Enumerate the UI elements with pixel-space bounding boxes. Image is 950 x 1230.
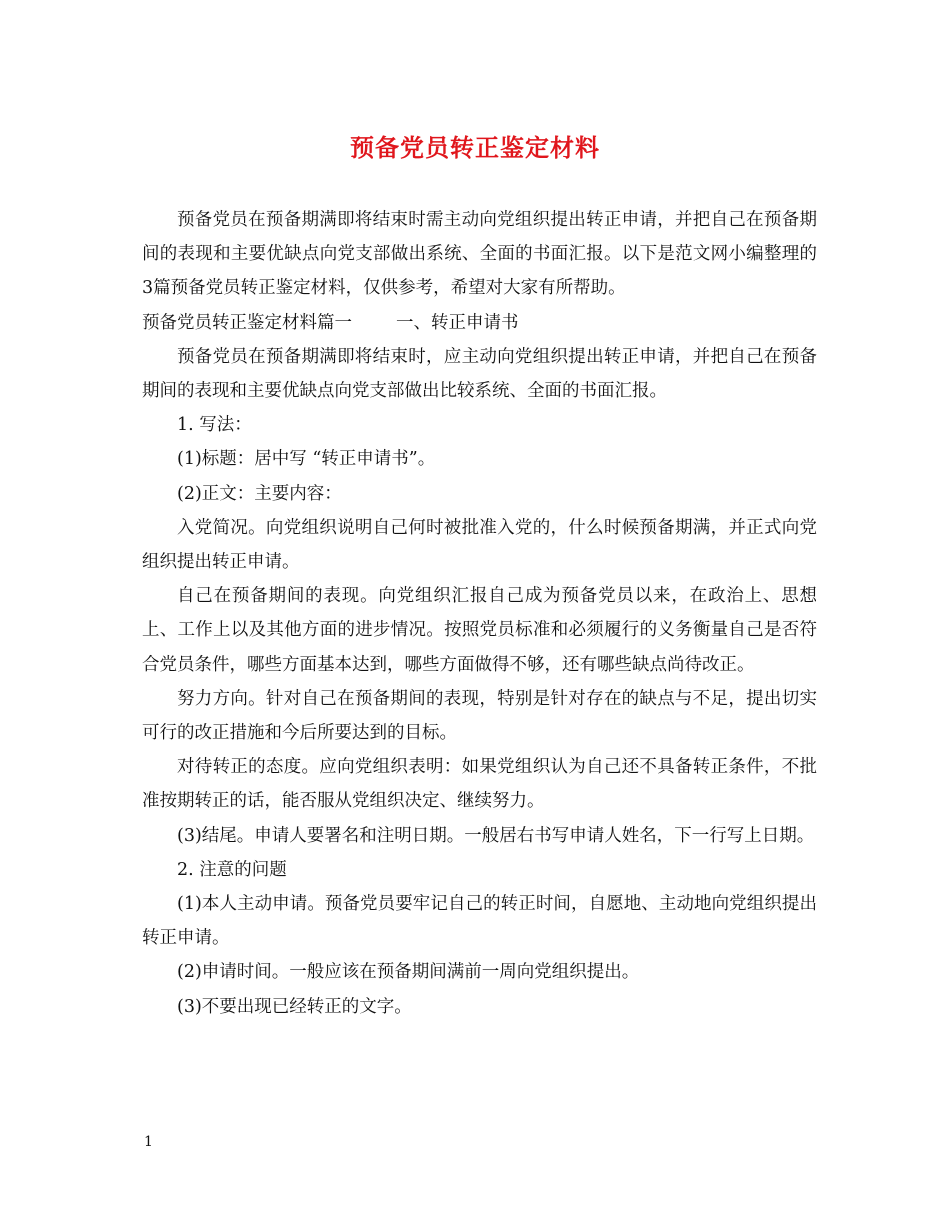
document-body xyxy=(142,203,817,1024)
paragraph: (2)申请时间。一般应该在预备期间满前一周向党组织提出。 xyxy=(177,962,640,983)
intro-paragraph: 预备党员在预备期满即将结束时需主动向党组织提出转正申请，并把自己在预备期间的表现和主要优缺点向党支部做出系统、全面的书面汇报。以下是范文网小编整理的3篇预备党员转正鉴定材料，仅供参考，希望对大家有所帮助。 xyxy=(142,210,817,299)
paragraph: (3)不要出现已经转正的文字。 xyxy=(177,996,412,1017)
section-heading-left: 预备党员转正鉴定材料篇一 xyxy=(142,312,352,333)
paragraph: 努力方向。针对自己在预备期间的表现，特别是针对存在的缺点与不足，提出切实可行的改正措施和今后所要达到的目标。 xyxy=(142,688,817,744)
paragraph: 自己在预备期间的表现。向党组织汇报自己成为预备党员以来，在政治上、思想上、工作上以及其他方面的进步情况。按照党员标准和必须履行的义务衡量自己是否符合党员条件，哪些方面基本达到，哪些方面做得不够，还有哪些缺点尚待改正。 xyxy=(142,586,817,675)
paragraph: (2)正文：主要内容： xyxy=(177,483,342,504)
page-number: 1 xyxy=(144,1134,153,1150)
paragraph: 1. 写法： xyxy=(177,415,252,436)
paragraph: 入党简况。向党组织说明自己何时被批准入党的，什么时候预备期满，并正式向党组织提出转正申请。 xyxy=(142,517,817,573)
paragraph: (1)本人主动申请。预备党员要牢记自己的转正时间，自愿地、主动地向党组织提出转正申请。 xyxy=(142,894,817,949)
paragraph: (1)标题：居中写 “转正申请书”。 xyxy=(177,449,436,470)
section-heading-right: 一、转正申请书 xyxy=(396,312,519,333)
paragraph: (3)结尾。申请人要署名和注明日期。一般居右书写申请人姓名，下一行写上日期。 xyxy=(177,825,815,846)
document-title: 预备党员转正鉴定材料 xyxy=(350,133,600,162)
paragraph: 预备党员在预备期满即将结束时，应主动向党组织提出转正申请，并把自己在预备期间的表现和主要优缺点向党支部做出比较系统、全面的书面汇报。 xyxy=(142,346,817,402)
paragraph: 对待转正的态度。应向党组织表明：如果党组织认为自己还不具备转正条件，不批准按期转正的话，能否服从党组织决定、继续努力。 xyxy=(142,757,817,812)
section-heading xyxy=(142,306,817,340)
paragraph: 2. 注意的问题 xyxy=(177,859,287,880)
